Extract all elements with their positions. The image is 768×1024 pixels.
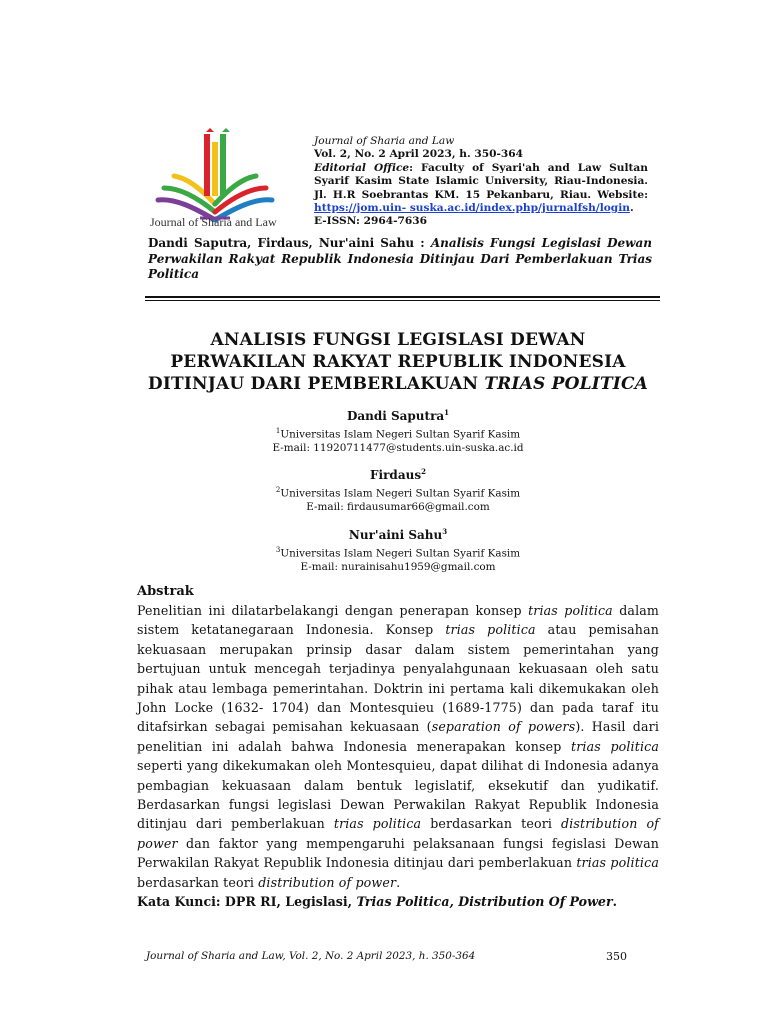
- abstract-italic-term: trias politica: [571, 738, 659, 754]
- journal-header-info: [314, 135, 648, 229]
- logo-caption: Journal of Sharia and Law: [150, 215, 277, 229]
- journal-name: Journal of Sharia and Law: [314, 135, 455, 147]
- abstract-text: .: [396, 874, 401, 890]
- author-affiliation: $^2$Universitas Islam Negeri Sultan Syarif Kasim: [275, 486, 521, 500]
- abstract-italic-term: trias politica: [445, 622, 536, 638]
- abstract-italic-term: distribution of power: [137, 816, 659, 851]
- author-email: E-mail: nurainisahu1959@gmail.com: [300, 561, 496, 574]
- author-email: E-mail: firdausumar66@gmail.com: [306, 501, 490, 514]
- abstract-italic-term: distribution of power: [258, 874, 397, 890]
- website-link[interactable]: https://jom.uin- suska.ac.id/index.php/jurnalfsh/login: [314, 202, 630, 215]
- author-name: Firdaus$^2$: [370, 467, 426, 482]
- abstract-italic-term: trias politica: [528, 603, 613, 618]
- author-block: [148, 405, 648, 455]
- author-affiliation: $^1$Universitas Islam Negeri Sultan Syarif Kasim: [275, 427, 521, 441]
- header-rule-thin: [145, 300, 660, 301]
- abstract-text: atau pemisahan kekuasaan merupakan prinsip dasar dalam sistem pemerintahan yang bertujuan untuk mencegah terjadinya penyalahgunaan kekuasaan oleh satu pihak atau lembaga pemerintahan. Doktrin ini pertama kali dikemukakan oleh John Locke (1632- 1704) dan Montesquieu (1689-1775) dan pada taraf itu ditafsirkan sebagai pemisahan kekuasaan (: [137, 622, 659, 735]
- footer-journal: Journal of Sharia and Law, Vol. 2, No. 2 April 2023, h. 350-364: [146, 950, 476, 962]
- page-number: 350: [606, 950, 627, 963]
- citation-authors: Dandi Saputra, Firdaus, Nur'aini Sahu :: [148, 236, 431, 250]
- abstract-text: ). Hasil dari penelitian ini adalah bahwa Indonesia menerapakan konsep: [137, 719, 659, 754]
- author-block: [148, 464, 648, 514]
- abstract-text: Penelitian ini dilatarbelakangi dengan penerapan konsep: [137, 603, 529, 618]
- abstract-section: [137, 583, 659, 911]
- article-title: [140, 329, 656, 395]
- header-rule: [145, 296, 660, 298]
- abstract-italic-term: trias politica: [333, 816, 422, 832]
- issn: E-ISSN: 2964-7636: [314, 215, 427, 228]
- author-email: E-mail: 11920711477@students.uin-suska.ac.id: [272, 442, 524, 455]
- abstract-italic-term: separation of powers: [431, 719, 576, 735]
- author-name: Dandi Saputra$^1$: [346, 408, 450, 423]
- author-name: Nur'aini Sahu$^3$: [348, 527, 448, 542]
- abstract-body: [137, 601, 659, 892]
- abstract-heading: Abstrak: [137, 584, 194, 599]
- abstract-text: berdasarkan teori: [421, 816, 562, 832]
- abstract-text: dan faktor yang mempengaruhi pelaksanaan fungsi fegislasi Dewan Perwakilan Rakyat Republik Indonesia ditinjau dari pemberlakuan: [137, 835, 659, 871]
- article-title-main: ANALISIS FUNGSI LEGISLASI DEWAN PERWAKILAN RAKYAT REPUBLIK INDONESIA DITINJAU DARI PEMBERLAKUAN: [147, 330, 626, 394]
- author-block: [148, 524, 648, 574]
- abstract-text: seperti yang dikekumakan oleh Montesquieu, dapat dilihat di Indonesia adanya pembagian kekuasaan dalam bentuk legislatif, eksekutif dan yudikatif. Berdasarkan fungsi legislasi Dewan Perwakilan Rakyat Republik Indonesia ditinjau dari pemberlakuan: [137, 758, 659, 832]
- editorial-text: : Faculty of Syari'ah and Law Sultan Syarif Kasim State Islamic University, Riau-Indonesia. Jl. H.R Soebrantas KM. 15 Pekanbaru, Riau. Website:: [314, 161, 648, 201]
- editorial-label: Editorial Office: [314, 161, 410, 174]
- citation-line: [148, 236, 652, 283]
- citation-title: Analisis Fungsi Legislasi Dewan Perwakilan Rakyat Republik Indonesia Ditinjau Dari Pemberlakuan Trias Politica: [148, 236, 652, 281]
- editorial-office: Editorial Office: Faculty of Syari'ah and Law Sultan Syarif Kasim State Islamic University, Riau-Indonesia. Jl. H.R Soebrantas KM. 15 Pekanbaru, Riau. Website: https://jom.uin- suska.ac.id/index.php/jurnalfsh/login.: [314, 161, 648, 215]
- article-title-italic: TRIAS POLITICA: [484, 374, 649, 394]
- abstract-text: dalam sistem ketatanegaraan Indonesia. Konsep: [137, 603, 659, 638]
- abstract-text: berdasarkan teori: [137, 874, 259, 890]
- journal-volume: Vol. 2, No. 2 April 2023, h. 350-364: [314, 148, 523, 161]
- keywords: Kata Kunci: DPR RI, Legislasi, Trias Politica, Distribution Of Power.: [137, 894, 617, 910]
- keywords-label: Kata Kunci: DPR RI, Legislasi,: [137, 894, 357, 910]
- author-affiliation: $^3$Universitas Islam Negeri Sultan Syarif Kasim: [275, 546, 521, 560]
- abstract-italic-term: trias politica: [576, 855, 659, 871]
- keywords-italic: Trias Politica, Distribution Of Power: [356, 894, 613, 910]
